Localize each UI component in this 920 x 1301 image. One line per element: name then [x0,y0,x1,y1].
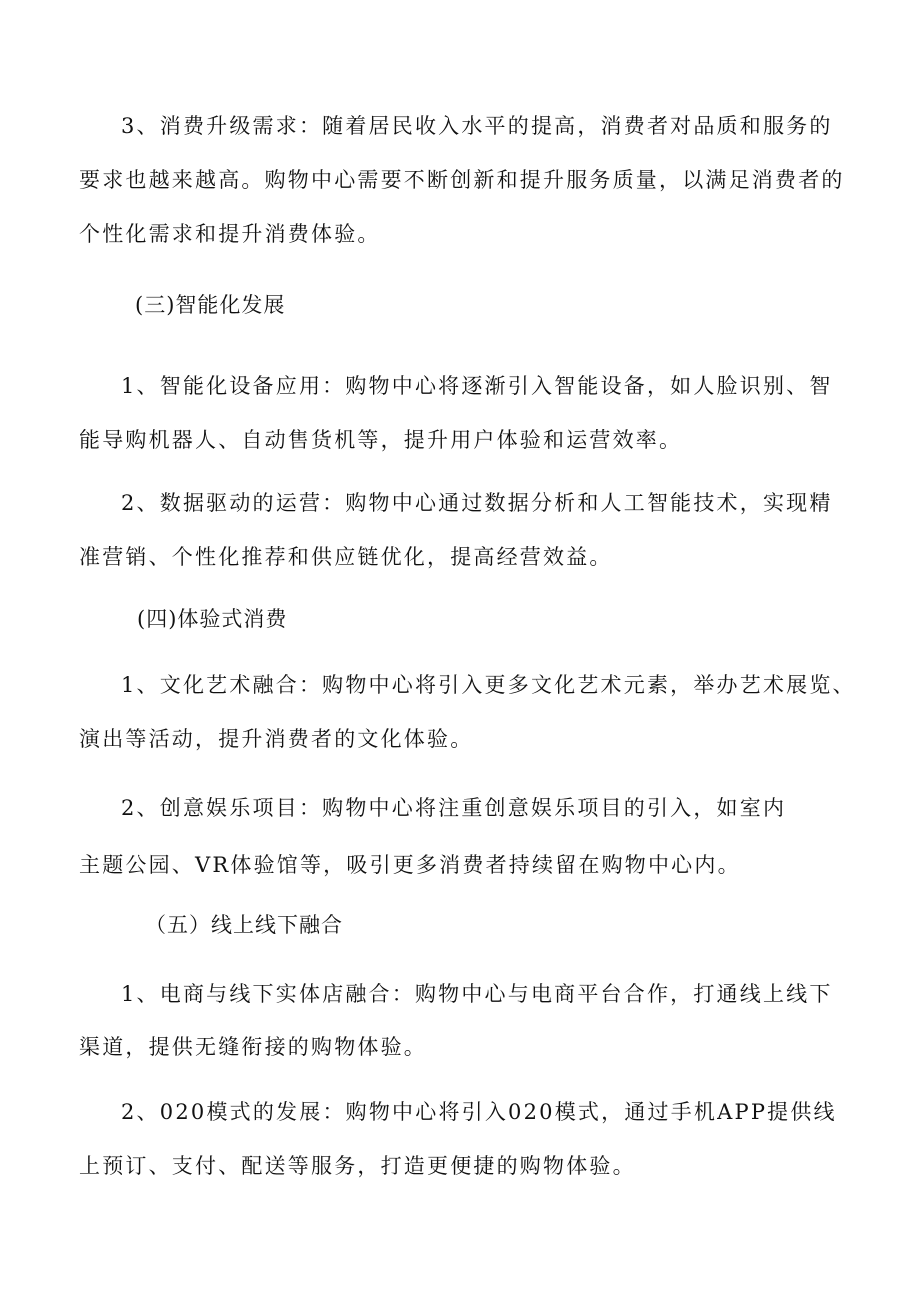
paragraph-line: 2、数据驱动的运营：购物中心通过数据分析和人工智能技术，实现精 [121,491,833,515]
paragraph-line: 3、消费升级需求：随着居民收入水平的提高，消费者对品质和服务的 [121,114,833,138]
paragraph-line: 1、电商与线下实体店融合：购物中心与电商平台合作，打通线上线下 [121,982,833,1006]
paragraph-line: 渠道，提供无缝衔接的购物体验。 [79,1035,427,1059]
paragraph-line: 2、创意娱乐项目：购物中心将注重创意娱乐项目的引入，如室内 [121,796,787,820]
paragraph-line: 要求也越来越高。购物中心需要不断创新和提升服务质量，以满足消费者的 [79,168,845,192]
paragraph-line: 上预订、支付、配送等服务，打造更便捷的购物体验。 [79,1154,636,1178]
paragraph-line: 能导购机器人、自动售货机等，提升用户体验和运营效率。 [79,428,683,452]
paragraph-line: 1、智能化设备应用：购物中心将逐渐引入智能设备，如人脸识别、智 [121,374,833,398]
paragraph-line: 演出等活动，提升消费者的文化体验。 [79,727,474,751]
paragraph-line: 2、020模式的发展：购物中心将引入020模式，通过手机APP提供线 [121,1100,837,1124]
section-heading: (四)体验式消费 [137,607,288,631]
section-heading: （五）线上线下融合 [145,913,343,937]
paragraph-line: 1、文化艺术融合：购物中心将引入更多文化艺术元素，举办艺术展览、 [121,673,856,697]
paragraph-line: 个性化需求和提升消费体验。 [79,222,381,246]
paragraph-line: 主题公园、VR体验馆等，吸引更多消费者持续留在购物中心内。 [79,853,741,877]
section-heading: (三)智能化发展 [135,293,286,317]
paragraph-line: 准营销、个性化推荐和供应链优化，提高经营效益。 [79,545,613,569]
